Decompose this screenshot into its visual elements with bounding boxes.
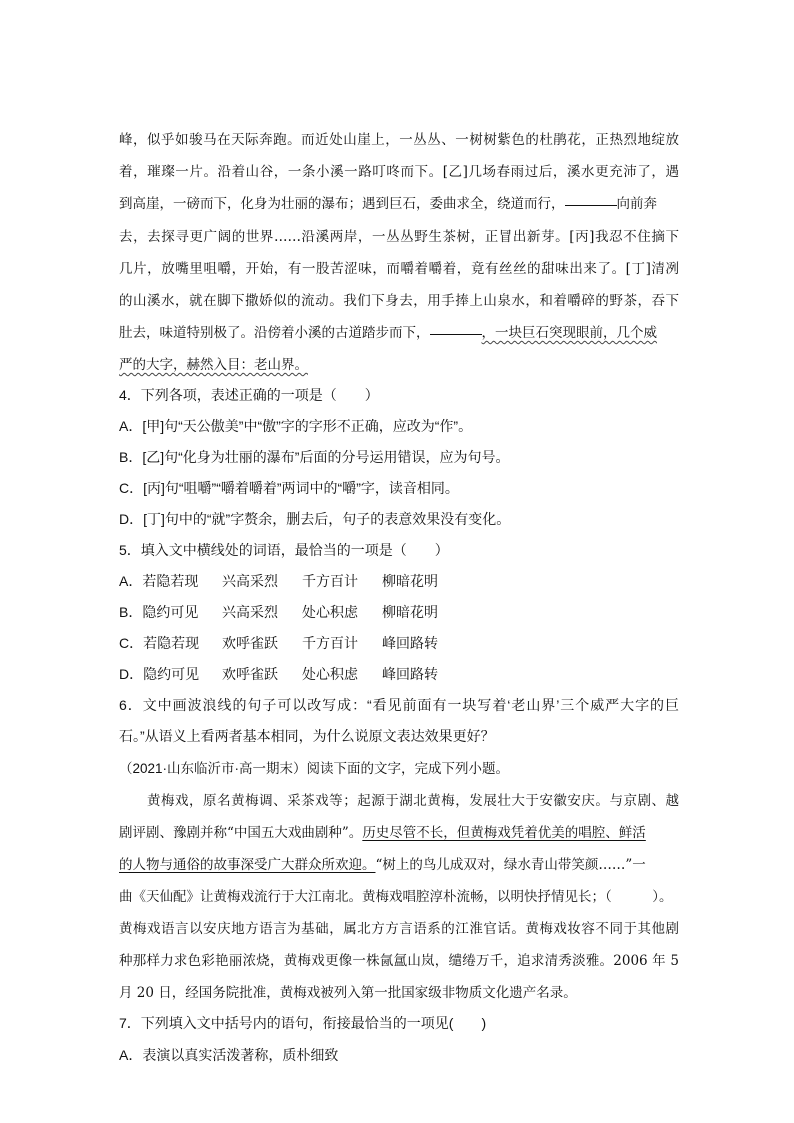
- passage-1-line-8: [119, 353, 308, 373]
- question-5-option-d: D．隐约可见 欢呼雀跃 处心积虑 峰回路转: [119, 666, 438, 682]
- question-5-option-a: A．若隐若现 兴高采烈 千方百计 柳暗花明: [119, 573, 438, 589]
- passage-2-line-7: 月 20 日，经国务院批准，黄梅戏被列入第一批国家级非物质文化遗产名录。: [119, 985, 577, 1001]
- source-note-text: （2021·山东临沂市·高一期末）阅读下面的文字，完成下列小题。: [119, 761, 510, 776]
- wavy-underlined-sentence: ，一块巨石突现眼前，几个威: [481, 325, 657, 341]
- question-6-line-2: 石。”从语义上看两者基本相同，为什么说原文表达效果更好？: [119, 728, 495, 744]
- passage-1-line-4: 去，去探寻更广阔的世界……沿溪两岸，一丛丛野生茶树，正冒出新芽。[丙]我忍不住摘下: [119, 229, 679, 245]
- wavy-underlined-sentence: 严的大字，赫然入目：老山界。: [119, 357, 308, 373]
- question-4-option-d: D．[丁]句中的“就”字赘余，删去后，句子的表意效果没有变化。: [119, 511, 511, 527]
- passage-2-line-4: 曲《天仙配》让黄梅戏流行于大江南北。黄梅戏唱腔淳朴流畅，以明快抒情见长；（ ）。: [119, 889, 673, 905]
- passage-2-line-2: 剧评剧、豫剧并称“中国五大戏曲剧种”。历史尽管不长，但黄梅戏凭着优美的唱腔、鲜活: [119, 825, 646, 841]
- passage-1-line-7: 肚去，味道特别极了。沿傍着小溪的古道踏步而下， ，一块巨石突现眼前，几个威: [119, 325, 657, 341]
- question-4-option-c: C．[丙]句“咀嚼”“嚼着嚼着”两词中的“嚼”字，读音相同。: [119, 480, 459, 496]
- question-4-option-a: A．[甲]句“天公傲美”中“傲”字的字形不正确，应改为“作”。: [119, 418, 473, 434]
- passage-1-line-6: 的山溪水，就在脚下撒娇似的流动。我们下身去，用手捧上山泉水，和着嚼碎的野茶，吞下: [119, 293, 679, 309]
- question-5-option-b: B．隐约可见 兴高采烈 处心积虑 柳暗花明: [119, 604, 438, 620]
- underlined-sentence: 的人物与通俗的故事深受广大群众所欢迎。: [119, 857, 376, 873]
- passage-2-line-3: 的人物与通俗的故事深受广大群众所欢迎。“树上的鸟儿成双对，绿水青山带笑颜……”一: [119, 857, 646, 873]
- passage-1-line-1: 峰，似乎如骏马在天际奔跑。而近处山崖上，一丛丛、一树树紫色的杜鹃花，正热烈地绽放: [119, 132, 679, 148]
- passage-2-line-6: 种那样力求色彩艳丽浓烧，黄梅戏更像一株氤氲山岚，缱绻万千，追求清秀淡雅。2006 年 5: [119, 953, 679, 969]
- question-7-option-a: A．表演以真实活泼著称，质朴细致: [119, 1047, 339, 1063]
- passage-1-line-3: 到高崖，一磅而下，化身为壮丽的瀑布；遇到巨石，委曲求全，绕道而行， 向前奔: [119, 196, 657, 212]
- passage-1-line-5: 几片，放嘴里咀嚼，开始，有一股苦涩味，而嚼着嚼着，竟有丝丝的甜味出来了。[丁]清冽: [119, 261, 679, 277]
- question-6-line-1: 6．文中画波浪线的句子可以改写成：“看见前面有一块写着‘老山界’三个威严大字的巨: [119, 697, 679, 713]
- fill-blank: [430, 333, 482, 335]
- passage-2-line-1: 黄梅戏，原名黄梅调、采茶戏等；起源于湖北黄梅，发展壮大于安徽安庆。与京剧、越: [147, 793, 679, 809]
- question-5-stem: 5．填入文中横线处的词语，最恰当的一项是（ ）: [119, 542, 449, 558]
- passage-1-line-2: 着，璀璨一片。沿着山谷，一条小溪一路叮咚而下。[乙]几场春雨过后，溪水更充沛了，遇: [119, 164, 679, 180]
- question-7-stem: 7．下列填入文中括号内的语句，衔接最恰当的一项见( ): [119, 1015, 487, 1031]
- passage-2-line-5: 黄梅戏语言以安庆地方语言为基础，属北方方言语系的江淮官话。黄梅戏妆容不同于其他剧: [119, 921, 679, 937]
- underlined-sentence: 历史尽管不长，但黄梅戏凭着优美的唱腔、鲜活: [362, 825, 646, 841]
- question-4-option-b: B．[乙]句“化身为壮丽的瀑布”后面的分号运用错误，应为句号。: [119, 449, 510, 465]
- question-5-option-c: C．若隐若现 欢呼雀跃 千方百计 峰回路转: [119, 635, 438, 651]
- question-4-stem: 4．下列各项，表述正确的一项是（ ）: [119, 387, 379, 403]
- fill-blank: [565, 204, 617, 206]
